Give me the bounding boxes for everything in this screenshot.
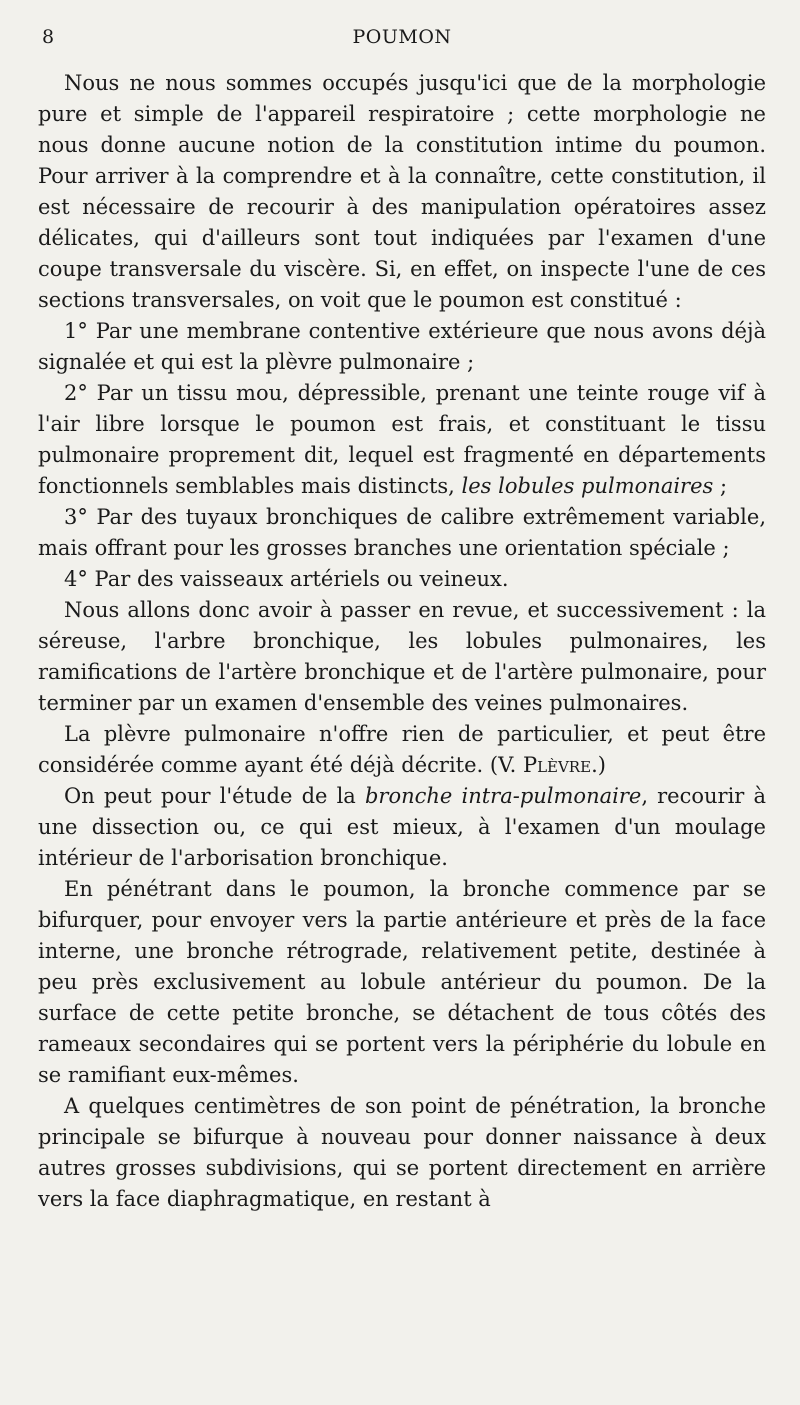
paragraph-plevre-text: La plèvre pulmonaire n'offre rien de particulier, et peut être considérée comme ayant été déjà décrite. (V. xyxy=(38,722,766,777)
paragraph-bifurcation xyxy=(38,1091,766,1215)
list-item-membrane xyxy=(38,316,766,378)
list-item-vaisseaux-text: 4° Par des vaisseaux artériels ou veineux. xyxy=(64,567,509,591)
list-item-tissu xyxy=(38,378,766,502)
list-item-vaisseaux xyxy=(38,564,766,595)
paragraph-penetration-text: En pénétrant dans le poumon, la bronche commence par se bifurquer, pour envoyer vers la partie antérieure et près de la face interne, une bronche rétrograde, relativement petite, destinée à peu près exclusivement au lobule antérieur du poumon. De la surface de cette petite bronche, se détachent de tous côtés des rameaux secondaires qui se portent vers la périphérie du lobule en se ramifiant eux-mêmes. xyxy=(38,877,766,1087)
list-item-tissu-text: 2° Par un tissu mou, dépressible, prenant une teinte rouge vif à l'air libre lorsque le poumon est frais, et constituant le tissu pulmonaire proprement dit, lequel est fragmenté en départements fonctionnels semblables mais distincts, xyxy=(38,381,766,498)
paragraph-plevre xyxy=(38,719,766,781)
page-number: 8 xyxy=(42,26,55,48)
paragraph-intro xyxy=(38,68,766,316)
list-item-tuyaux-text: 3° Par des tuyaux bronchiques de calibre extrêmement variable, mais offrant pour les grosses branches une orientation spéciale ; xyxy=(38,505,766,560)
paragraph-bronche-intro-end: , recourir à une dissection ou, ce qui est mieux, à l'examen d'un moulage intérieur de l'arborisation bronchique. xyxy=(38,784,766,870)
paragraph-penetration xyxy=(38,874,766,1091)
paragraph-bronche-intro-text: On peut pour l'étude de la xyxy=(64,784,365,808)
paragraph-intro-text: Nous ne nous sommes occupés jusqu'ici que de la morphologie pure et simple de l'appareil respiratoire ; cette morphologie ne nous donne aucune notion de la constitution intime du poumon. Pour arriver à la comprendre et à la connaître, cette constitution, il est nécessaire de recourir à des manipulation opératoires assez délicates, qui d'ailleurs sont tout indiquées par l'examen d'une coupe transversale du viscère. Si, en effet, on inspecte l'une de ces sections transversales, on voit que le poumon est constitué : xyxy=(38,71,766,312)
paragraph-bronche-intro xyxy=(38,781,766,874)
list-item-tissu-end: ; xyxy=(713,474,728,498)
bronche-term: bronche intra-pulmonaire xyxy=(364,784,642,808)
plevre-reference: Plèvre xyxy=(522,753,592,777)
body-text xyxy=(38,68,766,1215)
paragraph-plevre-end: .) xyxy=(591,753,606,777)
paragraph-bifurcation-text: A quelques centimètres de son point de pénétration, la bronche principale se bifurque à nouveau pour donner naissance à deux autres grosses subdivisions, qui se portent directement en arrière vers la face diaphragmatique, en restant à xyxy=(38,1094,766,1211)
paragraph-revue xyxy=(38,595,766,719)
list-item-membrane-text: 1° Par une membrane contentive extérieure que nous avons déjà signalée et qui est la plèvre pulmonaire ; xyxy=(38,319,766,374)
lobules-term: les lobules pulmonaires xyxy=(461,474,714,498)
running-head xyxy=(38,26,766,56)
list-item-tuyaux xyxy=(38,502,766,564)
running-title: POUMON xyxy=(352,26,452,48)
paragraph-revue-text: Nous allons donc avoir à passer en revue, et successivement : la séreuse, l'arbre bronchique, les lobules pulmonaires, les ramifications de l'artère bronchique et de l'artère pulmonaire, pour terminer par un examen d'ensemble des veines pulmonaires. xyxy=(38,598,766,715)
